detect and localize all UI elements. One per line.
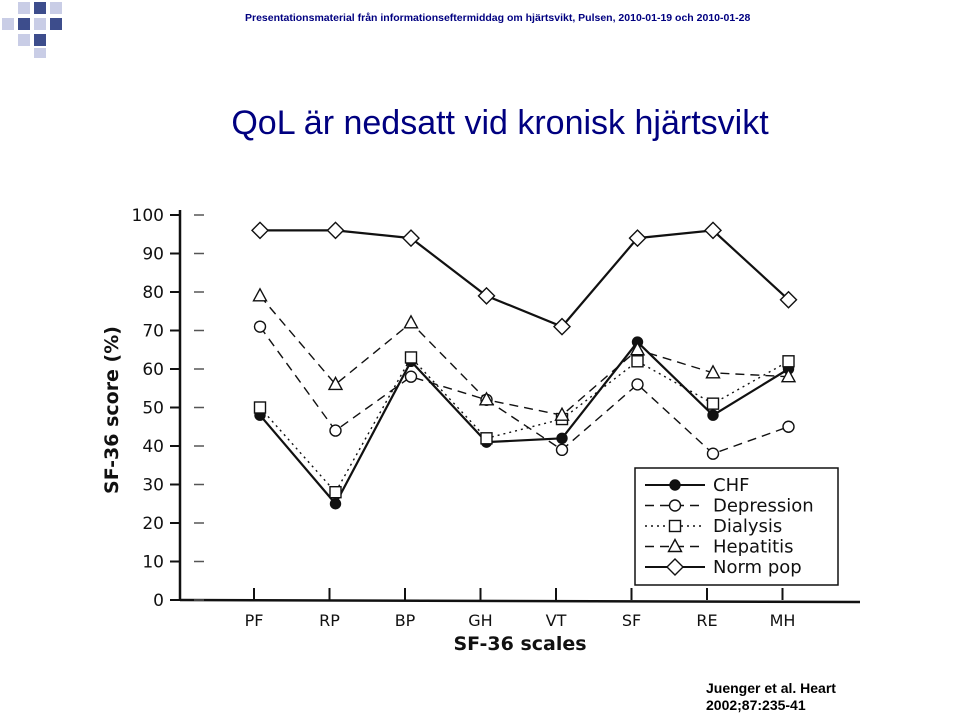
slide-title: QoL är nedsatt vid kronisk hjärtsvikt [231,104,769,142]
legend-marker-chf [670,480,680,490]
y-tick-label: 30 [142,475,164,496]
x-tick-label: VT [545,611,567,630]
logo-square [50,18,62,30]
y-tick-label: 80 [142,283,164,303]
data-point-chf [557,433,567,443]
x-axis-title: SF-36 scales [453,633,587,655]
y-tick-label: 70 [142,321,164,342]
series-markers-norm-pop [252,222,797,334]
legend-label-hepatitis: Hepatitis [713,536,794,558]
legend-label-norm-pop: Norm pop [713,557,802,578]
data-point-dialysis [708,398,719,409]
data-point-depression [330,425,341,436]
legend-marker-dialysis [670,521,681,532]
legend-label-depression: Depression [713,495,814,517]
header-text: Presentationsmaterial från informationseftermiddag om hjärtsvikt, Pulsen, 2010-01-19 och 2010-01-28 [245,12,751,24]
series-hepatitis [260,296,789,415]
y-tick-label: 90 [142,244,164,265]
data-point-dialysis [330,487,341,498]
y-tick-label: 50 [142,398,164,419]
legend-marker-depression [670,500,681,511]
data-point-dialysis [783,356,794,367]
x-tick-label: SF [621,611,642,630]
series-line-hepatitis [260,296,789,415]
citation [706,680,836,714]
data-point-depression [632,379,643,390]
data-point-chf [708,410,718,420]
citation-line-2: 2002;87:235-41 [706,697,806,713]
y-tick-label: 60 [142,360,164,380]
logo-square [34,2,46,14]
y-tick-label: 0 [153,591,164,611]
citation-line-1: Juenger et al. Heart [706,680,836,696]
data-point-depression [557,444,568,455]
chart-series [252,222,797,508]
y-tick-label: 40 [142,437,164,457]
x-tick-label: GH [468,611,493,630]
data-point-norm-pop [252,222,268,238]
series-norm-pop [260,230,789,326]
data-point-depression [708,448,719,459]
logo [0,0,80,60]
logo-square [18,18,30,30]
data-point-norm-pop [328,222,344,238]
data-point-dialysis [406,352,417,363]
data-point-depression [255,321,266,332]
legend-label-chf: CHF [713,475,750,496]
line-chart [90,195,870,665]
y-tick-label: 20 [142,514,164,534]
logo-square [34,18,46,30]
logo-square [2,18,14,30]
data-point-hepatitis [405,316,418,328]
data-point-dialysis [481,433,492,444]
x-tick-label: MH [769,611,796,630]
logo-square [34,48,46,58]
data-point-chf [331,499,341,509]
logo-square [18,34,30,46]
series-line-norm-pop [260,230,789,326]
chart-legend [635,468,838,585]
y-axis-title: SF-36 score (%) [101,326,123,494]
x-tick-label: BP [394,611,416,630]
logo-square [50,2,62,14]
data-point-dialysis [255,402,266,413]
legend-label-dialysis: Dialysis [713,516,783,537]
data-point-depression [783,421,794,432]
series-markers-depression [255,321,795,459]
x-tick-label: PF [244,611,264,630]
logo-square [34,34,46,46]
data-point-hepatitis [254,289,267,301]
x-tick-label: RE [696,611,718,630]
y-tick-label: 10 [142,552,164,573]
data-point-dialysis [632,356,643,367]
data-point-depression [406,371,417,382]
x-axis-line [180,600,860,602]
x-tick-label: RP [319,611,340,630]
logo-square [18,2,30,14]
y-tick-label: 100 [131,206,164,226]
